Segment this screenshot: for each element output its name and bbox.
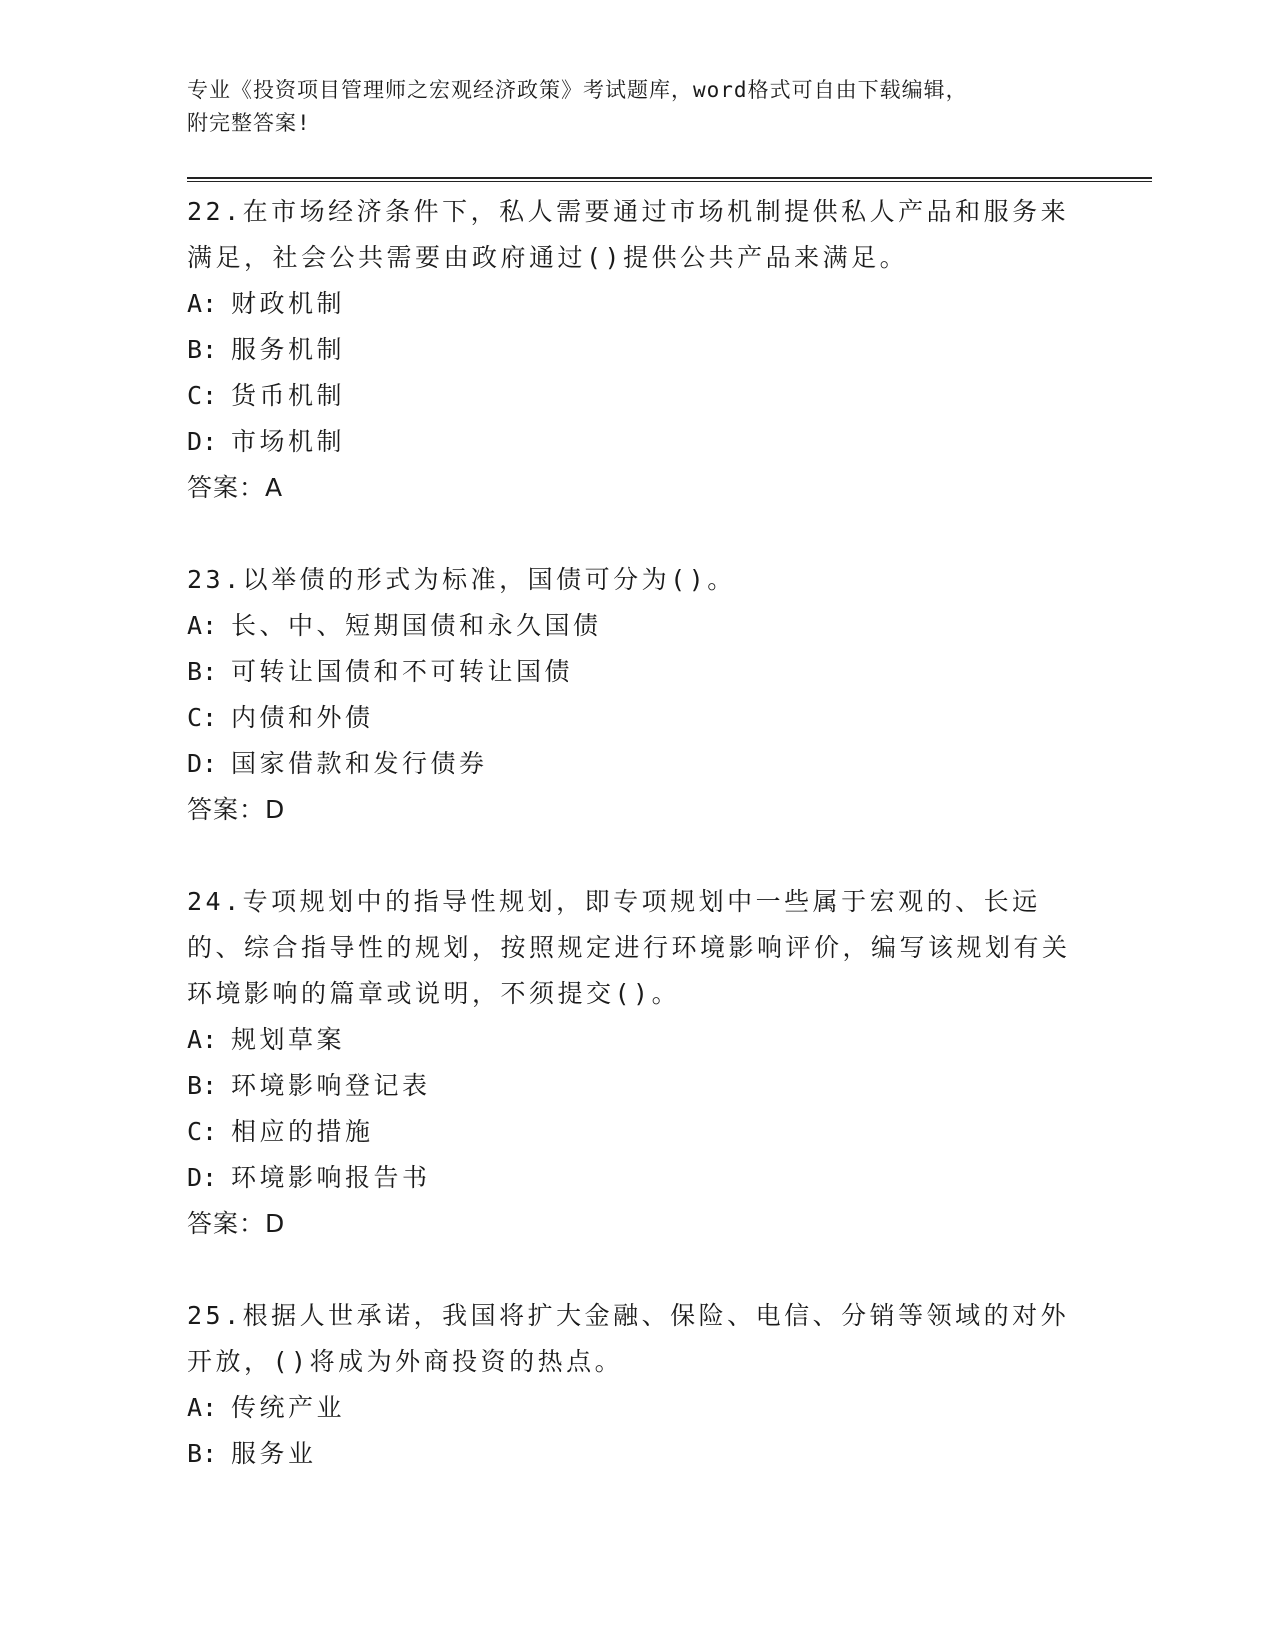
- option-text: 可转让国债和不可转让国债: [231, 657, 574, 686]
- option-key: A:: [187, 1025, 218, 1054]
- answer-line: 答案：D: [187, 795, 286, 824]
- option-c: [187, 695, 1087, 741]
- option-a: [187, 603, 1087, 649]
- option-d: [187, 741, 1087, 787]
- answer-line: 答案：A: [187, 473, 284, 502]
- question-stem: 23.以举债的形式为标准，国债可分为()。: [187, 565, 736, 594]
- option-a: [187, 1385, 1087, 1431]
- option-key: B:: [187, 335, 218, 364]
- document-header: [187, 74, 1067, 140]
- header-divider: [187, 177, 1152, 182]
- option-text: 环境影响登记表: [231, 1071, 431, 1100]
- question-23: [187, 557, 1087, 833]
- option-text: 财政机制: [231, 289, 346, 318]
- option-d: [187, 419, 1087, 465]
- option-key: A:: [187, 289, 218, 318]
- option-a: [187, 1017, 1087, 1063]
- option-text: 传统产业: [231, 1393, 346, 1422]
- question-25: [187, 1293, 1087, 1477]
- answer-line: 答案：D: [187, 1209, 286, 1238]
- option-text: 货币机制: [231, 381, 346, 410]
- option-text: 规划草案: [231, 1025, 346, 1054]
- option-b: [187, 1431, 1087, 1477]
- option-text: 内债和外债: [231, 703, 374, 732]
- option-d: [187, 1155, 1087, 1201]
- option-key: B:: [187, 1439, 218, 1468]
- option-text: 服务业: [231, 1439, 317, 1468]
- question-stem: 22.在市场经济条件下，私人需要通过市场机制提供私人产品和服务来满足，社会公共需要由政府通过()提供公共产品来满足。: [187, 197, 1070, 272]
- option-c: [187, 1109, 1087, 1155]
- option-text: 环境影响报告书: [231, 1163, 431, 1192]
- question-list: [187, 189, 1087, 1523]
- option-text: 长、中、短期国债和永久国债: [231, 611, 602, 640]
- option-key: D:: [187, 427, 218, 456]
- header-line-1: 专业《投资项目管理师之宏观经济政策》考试题库，word格式可自由下载编辑，: [187, 78, 968, 102]
- option-b: [187, 649, 1087, 695]
- option-key: B:: [187, 1071, 218, 1100]
- option-text: 相应的措施: [231, 1117, 374, 1146]
- question-stem: 24.专项规划中的指导性规划，即专项规划中一些属于宏观的、长远的、综合指导性的规划，按照规定进行环境影响评价，编写该规划有关环境影响的篇章或说明，不须提交()。: [187, 887, 1071, 1008]
- option-c: [187, 373, 1087, 419]
- option-key: D:: [187, 749, 218, 778]
- question-24: [187, 879, 1087, 1247]
- option-key: A:: [187, 611, 218, 640]
- option-text: 国家借款和发行债券: [231, 749, 488, 778]
- question-22: [187, 189, 1087, 511]
- option-b: [187, 1063, 1087, 1109]
- option-text: 服务机制: [231, 335, 346, 364]
- header-line-2: 附完整答案!: [187, 111, 311, 135]
- option-key: D:: [187, 1163, 218, 1192]
- option-key: C:: [187, 703, 218, 732]
- option-key: C:: [187, 381, 218, 410]
- option-key: A:: [187, 1393, 218, 1422]
- option-b: [187, 327, 1087, 373]
- option-key: C:: [187, 1117, 218, 1146]
- option-a: [187, 281, 1087, 327]
- option-text: 市场机制: [231, 427, 346, 456]
- question-stem: 25.根据人世承诺，我国将扩大金融、保险、电信、分销等领域的对外开放，()将成为外商投资的热点。: [187, 1301, 1070, 1376]
- option-key: B:: [187, 657, 218, 686]
